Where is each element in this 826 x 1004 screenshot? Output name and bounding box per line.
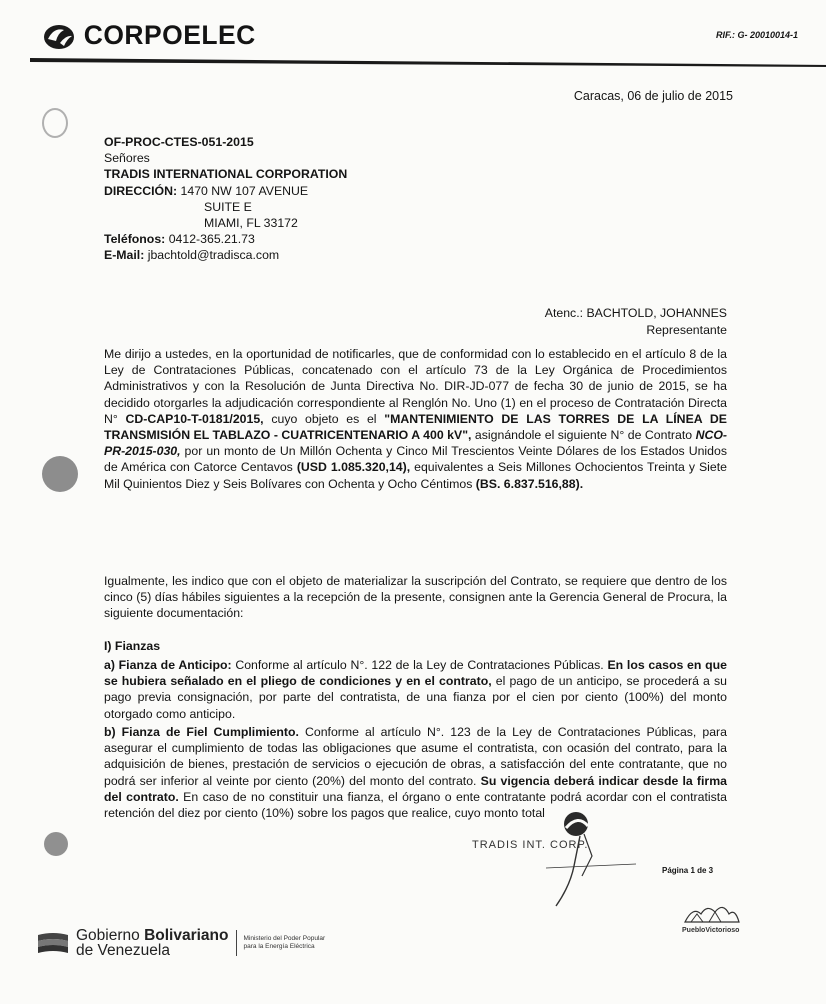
- salutation: Señores: [104, 151, 150, 166]
- corpoelec-logo: [42, 20, 258, 51]
- address-line1: 1470 NW 107 AVENUE: [180, 183, 309, 198]
- contract-number: NCO-PR-2015-030,: [104, 428, 727, 459]
- section-title: I) Fianzas: [104, 639, 161, 653]
- paragraph-requirements: [104, 573, 727, 622]
- gob-line1b: Bolivariano: [144, 927, 229, 944]
- footer-separator: [236, 930, 237, 956]
- gob-line1a: Gobierno: [76, 927, 145, 944]
- amount-bs: (BS. 6.837.516,88).: [475, 476, 584, 491]
- ministry-text: [244, 935, 326, 951]
- reference-number: OF-PROC-CTES-051-2015: [104, 135, 254, 149]
- address-line3: MIAMI, FL 33172: [204, 216, 298, 231]
- rif-number: RIF.: G- 20010014-1: [715, 30, 798, 40]
- addressee-block: [104, 134, 347, 264]
- gobierno-logo: [36, 928, 325, 958]
- p1-text-i: equivalentes a Seis Millones Ochocientos Treinta y Siete Mil Quinientos Diez y Seis Bolívares con Ochenta y Ocho Céntimos: [104, 460, 727, 491]
- brand-name: CORPOELEC: [83, 20, 256, 50]
- email-value: jbachtold@tradisca.com: [147, 248, 280, 263]
- fianza-cumplimiento-label: b) Fianza de Fiel Cumplimiento.: [104, 725, 299, 739]
- letter-date: Caracas, 06 de julio de 2015: [573, 89, 733, 103]
- p1-text-c: cuyo objeto es el: [263, 411, 385, 426]
- company-name: TRADIS INTERNATIONAL CORPORATION: [104, 167, 348, 182]
- pb-text-1: Conforme al artículo N°. 123 de la Ley de Contrataciones Públicas, para asegurar el cumplimiento de todas las obligaciones que asume el contratista, con ocasión del contrato, para la adquisición de bienes, prestación de servicios o ejecución de obras, a satisfacción del ente contratante, que no podrá ser inferior al veinte por ciento (20%) del monto del contrato.: [104, 725, 727, 788]
- pueblo-victorioso-logo-icon: [683, 902, 741, 924]
- attention-block: [545, 305, 727, 338]
- contract-object: "MANTENIMIENTO DE LAS TORRES DE LA LÍNEA DE TRANSMISIÓN EL TABLAZO - CUATRICENTENARIO A 400 kV",: [104, 411, 727, 443]
- p1-text-a: Me dirijo a ustedes, en la oportunidad de notificarles, que de conformidad con lo establecido en el artículo 8 de la Ley de Contrataciones Públicas, concatenado con el artículo 73 de la Ley Orgánica de Procedimientos Administrativos y con la Resolución de Junta Directiva No. DIR-JD-077 de fecha 30 de junio de 2015, se ha decidido otorgarles la adjudicación correspondiente al Renglón No. Uno (1) en el proceso de Contratación Directa N°: [104, 347, 727, 426]
- pa-text-3: el pago de un anticipo, se procederá a su pago previa consignación, por parte del contratista, de una fianza por el cien por ciento (100%) del monto otorgado como anticipo.: [104, 674, 727, 721]
- p2-text: Igualmente, les indico que con el objeto de materializar la suscripción del Contrato, se requiere que dentro de los cinco (5) días hábiles siguientes a la recepción de la presente, consignen ante la Gerencia General de Procura, la siguiente documentación:: [104, 574, 727, 621]
- signature-text: TRADIS INT. CORP.: [472, 839, 589, 851]
- attention-title: Representante: [646, 322, 727, 337]
- pb-text-2: Su vigencia deberá indicar desde la firma del contrato.: [104, 773, 727, 804]
- email-label: E-Mail:: [104, 248, 145, 263]
- gobierno-text: [76, 928, 229, 958]
- pa-text-1: Conforme al artículo N°. 122 de la Ley de Contrataciones Públicas.: [231, 658, 608, 672]
- ministry-line2: para la Energía Eléctrica: [243, 943, 315, 950]
- address-label: DIRECCIÓN:: [104, 183, 178, 198]
- attention-name: Atenc.: BACHTOLD, JOHANNES: [544, 306, 727, 320]
- phone-line: [104, 231, 347, 247]
- paragraph-adjudication: [104, 346, 727, 492]
- paragraph-fianza-anticipo: [104, 657, 727, 722]
- venezuela-flag-icon: [36, 929, 70, 957]
- pb-text-3: En caso de no constituir una fianza, el órgano o ente contratante podrá acordar con el contratista retención del diez por ciento (10%) sobre los pagos que realice, cuyo monto total: [104, 789, 727, 821]
- header-divider: [30, 56, 826, 67]
- email-line: [104, 247, 347, 263]
- pa-text-2: En los casos en que se hubiera señalado en el pliego de condiciones y en el contrato,: [104, 658, 727, 689]
- contract-process-number: CD-CAP10-T-0181/2015,: [125, 411, 264, 426]
- pueblo-victorioso-text: PuebloVictorioso: [682, 927, 740, 934]
- page-number: Página 1 de 3: [662, 866, 714, 875]
- p1-text-e: asignándole el siguiente N° de Contrato: [471, 428, 696, 443]
- punch-hole: [42, 108, 68, 138]
- fianza-anticipo-label: a) Fianza de Anticipo:: [104, 658, 232, 672]
- gob-line2: de Venezuela: [76, 942, 170, 959]
- ministry-line1: Ministerio del Poder Popular: [243, 935, 326, 942]
- punch-hole: [42, 456, 78, 492]
- amount-usd: (USD 1.085.320,14),: [296, 460, 411, 475]
- p1-text-g: por un monto de Un Millón Ochenta y Cinco Mil Trescientos Veinte Dólares de los Estados Unidos de América con Catorce Centavos: [104, 444, 727, 475]
- corpoelec-logo-mark-icon: [42, 21, 78, 51]
- signature-stamp-icon: [536, 806, 646, 916]
- address-line: [104, 183, 347, 199]
- phone-label: Teléfonos:: [104, 232, 166, 247]
- phone-value: 0412-365.21.73: [168, 232, 255, 247]
- address-line2: SUITE E: [204, 199, 252, 214]
- punch-hole: [44, 832, 68, 856]
